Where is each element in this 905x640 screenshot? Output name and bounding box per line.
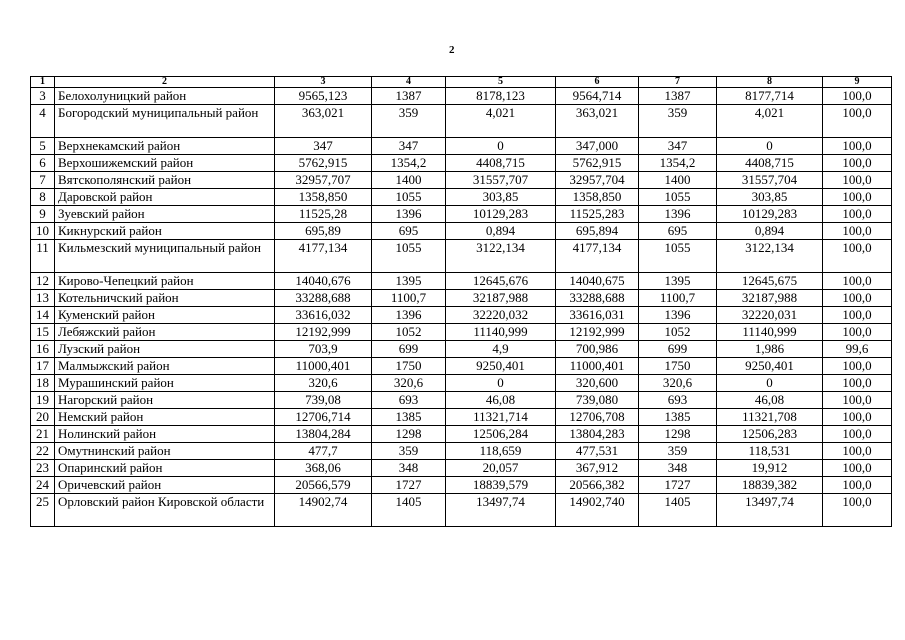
col-6-value: 32957,704 [556, 172, 639, 189]
district-name: Кикнурский район [55, 223, 275, 240]
district-name: Верхнекамский район [55, 138, 275, 155]
col-8-value: 3122,134 [717, 240, 823, 273]
district-name: Кирово-Чепецкий район [55, 273, 275, 290]
col-6-value: 9564,714 [556, 88, 639, 105]
col-5-value: 0,894 [446, 223, 556, 240]
col-7-value: 1298 [639, 426, 717, 443]
column-header-4: 4 [372, 77, 446, 88]
col-8-value: 11140,999 [717, 324, 823, 341]
col-5-value: 11140,999 [446, 324, 556, 341]
col-9-percent: 100,0 [823, 409, 892, 426]
col-4-value: 1354,2 [372, 155, 446, 172]
col-5-value: 303,85 [446, 189, 556, 206]
row-number: 22 [31, 443, 55, 460]
col-3-value: 12192,999 [275, 324, 372, 341]
col-5-value: 31557,707 [446, 172, 556, 189]
col-3-value: 9565,123 [275, 88, 372, 105]
col-4-value: 1750 [372, 358, 446, 375]
district-name: Богородский муниципальный район [55, 105, 275, 138]
col-6-value: 20566,382 [556, 477, 639, 494]
col-4-value: 1387 [372, 88, 446, 105]
col-7-value: 1055 [639, 240, 717, 273]
row-number: 12 [31, 273, 55, 290]
col-7-value: 1354,2 [639, 155, 717, 172]
table-row [31, 307, 892, 324]
col-3-value: 368,06 [275, 460, 372, 477]
col-5-value: 0 [446, 375, 556, 392]
col-9-percent: 100,0 [823, 358, 892, 375]
col-5-value: 9250,401 [446, 358, 556, 375]
col-4-value: 347 [372, 138, 446, 155]
col-8-value: 12506,283 [717, 426, 823, 443]
col-7-value: 1396 [639, 307, 717, 324]
table-row [31, 189, 892, 206]
col-9-percent: 100,0 [823, 172, 892, 189]
col-8-value: 9250,401 [717, 358, 823, 375]
table-row [31, 324, 892, 341]
col-8-value: 10129,283 [717, 206, 823, 223]
row-number: 8 [31, 189, 55, 206]
col-7-value: 693 [639, 392, 717, 409]
district-name: Даровской район [55, 189, 275, 206]
row-number: 14 [31, 307, 55, 324]
col-6-value: 11000,401 [556, 358, 639, 375]
table-row [31, 172, 892, 189]
column-header-5: 5 [446, 77, 556, 88]
district-name: Лузский район [55, 341, 275, 358]
col-8-value: 31557,704 [717, 172, 823, 189]
row-number: 7 [31, 172, 55, 189]
col-4-value: 1055 [372, 189, 446, 206]
district-name: Опаринский район [55, 460, 275, 477]
col-9-percent: 100,0 [823, 307, 892, 324]
col-5-value: 4408,715 [446, 155, 556, 172]
col-7-value: 1405 [639, 494, 717, 527]
col-4-value: 1727 [372, 477, 446, 494]
row-number: 16 [31, 341, 55, 358]
col-5-value: 46,08 [446, 392, 556, 409]
col-8-value: 303,85 [717, 189, 823, 206]
row-number: 20 [31, 409, 55, 426]
col-4-value: 1400 [372, 172, 446, 189]
district-name: Лебяжский район [55, 324, 275, 341]
col-8-value: 1,986 [717, 341, 823, 358]
table-row [31, 341, 892, 358]
district-name: Малмыжский район [55, 358, 275, 375]
col-9-percent: 100,0 [823, 223, 892, 240]
table-row [31, 105, 892, 138]
col-3-value: 739,08 [275, 392, 372, 409]
col-3-value: 14902,74 [275, 494, 372, 527]
col-8-value: 0,894 [717, 223, 823, 240]
col-6-value: 14040,675 [556, 273, 639, 290]
table-row [31, 206, 892, 223]
col-3-value: 695,89 [275, 223, 372, 240]
row-number: 10 [31, 223, 55, 240]
col-6-value: 320,600 [556, 375, 639, 392]
col-7-value: 359 [639, 105, 717, 138]
col-4-value: 359 [372, 105, 446, 138]
col-3-value: 320,6 [275, 375, 372, 392]
col-9-percent: 100,0 [823, 392, 892, 409]
col-7-value: 320,6 [639, 375, 717, 392]
district-name: Куменский район [55, 307, 275, 324]
col-5-value: 32220,032 [446, 307, 556, 324]
col-8-value: 32187,988 [717, 290, 823, 307]
col-4-value: 1055 [372, 240, 446, 273]
table-row [31, 223, 892, 240]
col-4-value: 1298 [372, 426, 446, 443]
col-9-percent: 100,0 [823, 155, 892, 172]
col-9-percent: 100,0 [823, 460, 892, 477]
col-9-percent: 100,0 [823, 88, 892, 105]
col-7-value: 1750 [639, 358, 717, 375]
col-8-value: 118,531 [717, 443, 823, 460]
col-7-value: 359 [639, 443, 717, 460]
col-8-value: 18839,382 [717, 477, 823, 494]
table-row [31, 375, 892, 392]
row-number: 21 [31, 426, 55, 443]
district-name: Омутнинский район [55, 443, 275, 460]
col-7-value: 695 [639, 223, 717, 240]
col-7-value: 1100,7 [639, 290, 717, 307]
col-8-value: 13497,74 [717, 494, 823, 527]
col-3-value: 33288,688 [275, 290, 372, 307]
col-4-value: 1100,7 [372, 290, 446, 307]
col-6-value: 363,021 [556, 105, 639, 138]
col-7-value: 1395 [639, 273, 717, 290]
col-6-value: 11525,283 [556, 206, 639, 223]
col-3-value: 32957,707 [275, 172, 372, 189]
col-4-value: 1396 [372, 206, 446, 223]
table-row [31, 138, 892, 155]
district-name: Белохолуницкий район [55, 88, 275, 105]
col-7-value: 1052 [639, 324, 717, 341]
col-7-value: 1055 [639, 189, 717, 206]
page-number: 2 [449, 44, 455, 56]
col-7-value: 347 [639, 138, 717, 155]
col-4-value: 1385 [372, 409, 446, 426]
col-9-percent: 100,0 [823, 494, 892, 527]
data-table [30, 76, 892, 527]
col-9-percent: 100,0 [823, 105, 892, 138]
col-5-value: 118,659 [446, 443, 556, 460]
district-name: Вятскополянский район [55, 172, 275, 189]
table-row [31, 477, 892, 494]
column-header-9: 9 [823, 77, 892, 88]
table-row [31, 494, 892, 527]
col-9-percent: 100,0 [823, 206, 892, 223]
col-3-value: 4177,134 [275, 240, 372, 273]
col-9-percent: 100,0 [823, 290, 892, 307]
table-row [31, 460, 892, 477]
col-6-value: 13804,283 [556, 426, 639, 443]
col-3-value: 20566,579 [275, 477, 372, 494]
row-number: 13 [31, 290, 55, 307]
col-8-value: 11321,708 [717, 409, 823, 426]
col-9-percent: 100,0 [823, 375, 892, 392]
col-3-value: 11000,401 [275, 358, 372, 375]
table-row [31, 443, 892, 460]
col-9-percent: 100,0 [823, 240, 892, 273]
col-7-value: 699 [639, 341, 717, 358]
col-8-value: 46,08 [717, 392, 823, 409]
col-4-value: 1395 [372, 273, 446, 290]
col-4-value: 320,6 [372, 375, 446, 392]
row-number: 23 [31, 460, 55, 477]
district-name: Нагорский район [55, 392, 275, 409]
col-3-value: 1358,850 [275, 189, 372, 206]
table-row [31, 155, 892, 172]
col-3-value: 5762,915 [275, 155, 372, 172]
col-9-percent: 99,6 [823, 341, 892, 358]
col-4-value: 1052 [372, 324, 446, 341]
col-5-value: 12506,284 [446, 426, 556, 443]
col-5-value: 4,9 [446, 341, 556, 358]
col-9-percent: 100,0 [823, 426, 892, 443]
row-number: 6 [31, 155, 55, 172]
col-6-value: 695,894 [556, 223, 639, 240]
table-row [31, 409, 892, 426]
table-row [31, 88, 892, 105]
column-header-8: 8 [717, 77, 823, 88]
col-9-percent: 100,0 [823, 443, 892, 460]
row-number: 11 [31, 240, 55, 273]
table-row [31, 392, 892, 409]
col-6-value: 347,000 [556, 138, 639, 155]
district-name: Зуевский район [55, 206, 275, 223]
row-number: 15 [31, 324, 55, 341]
district-name: Нолинский район [55, 426, 275, 443]
col-6-value: 477,531 [556, 443, 639, 460]
col-4-value: 699 [372, 341, 446, 358]
col-5-value: 11321,714 [446, 409, 556, 426]
col-9-percent: 100,0 [823, 324, 892, 341]
col-7-value: 348 [639, 460, 717, 477]
col-5-value: 18839,579 [446, 477, 556, 494]
col-3-value: 33616,032 [275, 307, 372, 324]
col-9-percent: 100,0 [823, 477, 892, 494]
col-8-value: 8177,714 [717, 88, 823, 105]
col-3-value: 14040,676 [275, 273, 372, 290]
col-4-value: 359 [372, 443, 446, 460]
col-9-percent: 100,0 [823, 273, 892, 290]
row-number: 4 [31, 105, 55, 138]
col-8-value: 4,021 [717, 105, 823, 138]
row-number: 5 [31, 138, 55, 155]
col-8-value: 32220,031 [717, 307, 823, 324]
col-6-value: 739,080 [556, 392, 639, 409]
col-4-value: 1396 [372, 307, 446, 324]
col-6-value: 12706,708 [556, 409, 639, 426]
col-6-value: 33616,031 [556, 307, 639, 324]
col-5-value: 10129,283 [446, 206, 556, 223]
col-3-value: 11525,28 [275, 206, 372, 223]
col-3-value: 363,021 [275, 105, 372, 138]
col-7-value: 1396 [639, 206, 717, 223]
column-header-6: 6 [556, 77, 639, 88]
table-row [31, 273, 892, 290]
col-6-value: 14902,740 [556, 494, 639, 527]
col-6-value: 367,912 [556, 460, 639, 477]
district-name: Орловский район Кировской области [55, 494, 275, 527]
col-6-value: 33288,688 [556, 290, 639, 307]
district-name: Верхошижемский район [55, 155, 275, 172]
col-7-value: 1727 [639, 477, 717, 494]
row-number: 9 [31, 206, 55, 223]
table-row [31, 240, 892, 273]
col-3-value: 13804,284 [275, 426, 372, 443]
col-5-value: 20,057 [446, 460, 556, 477]
col-5-value: 13497,74 [446, 494, 556, 527]
col-4-value: 695 [372, 223, 446, 240]
col-9-percent: 100,0 [823, 189, 892, 206]
row-number: 18 [31, 375, 55, 392]
col-7-value: 1400 [639, 172, 717, 189]
column-header-7: 7 [639, 77, 717, 88]
col-3-value: 347 [275, 138, 372, 155]
district-name: Мурашинский район [55, 375, 275, 392]
col-6-value: 5762,915 [556, 155, 639, 172]
row-number: 19 [31, 392, 55, 409]
col-8-value: 19,912 [717, 460, 823, 477]
col-5-value: 0 [446, 138, 556, 155]
col-6-value: 1358,850 [556, 189, 639, 206]
col-3-value: 477,7 [275, 443, 372, 460]
col-6-value: 700,986 [556, 341, 639, 358]
column-header-2: 2 [55, 77, 275, 88]
col-8-value: 0 [717, 375, 823, 392]
col-5-value: 4,021 [446, 105, 556, 138]
column-header-1: 1 [31, 77, 55, 88]
col-4-value: 1405 [372, 494, 446, 527]
col-9-percent: 100,0 [823, 138, 892, 155]
table-header-row [31, 77, 892, 88]
district-name: Немский район [55, 409, 275, 426]
col-5-value: 8178,123 [446, 88, 556, 105]
col-4-value: 693 [372, 392, 446, 409]
col-4-value: 348 [372, 460, 446, 477]
column-header-3: 3 [275, 77, 372, 88]
col-6-value: 12192,999 [556, 324, 639, 341]
col-7-value: 1385 [639, 409, 717, 426]
table-row [31, 290, 892, 307]
col-8-value: 4408,715 [717, 155, 823, 172]
col-7-value: 1387 [639, 88, 717, 105]
row-number: 3 [31, 88, 55, 105]
district-name: Кильмезский муниципальный район [55, 240, 275, 273]
col-8-value: 0 [717, 138, 823, 155]
col-3-value: 12706,714 [275, 409, 372, 426]
col-5-value: 12645,676 [446, 273, 556, 290]
col-8-value: 12645,675 [717, 273, 823, 290]
district-name: Котельничский район [55, 290, 275, 307]
col-6-value: 4177,134 [556, 240, 639, 273]
table-row [31, 426, 892, 443]
table-row [31, 358, 892, 375]
row-number: 25 [31, 494, 55, 527]
row-number: 24 [31, 477, 55, 494]
col-5-value: 32187,988 [446, 290, 556, 307]
district-name: Оричевский район [55, 477, 275, 494]
col-3-value: 703,9 [275, 341, 372, 358]
row-number: 17 [31, 358, 55, 375]
col-5-value: 3122,134 [446, 240, 556, 273]
